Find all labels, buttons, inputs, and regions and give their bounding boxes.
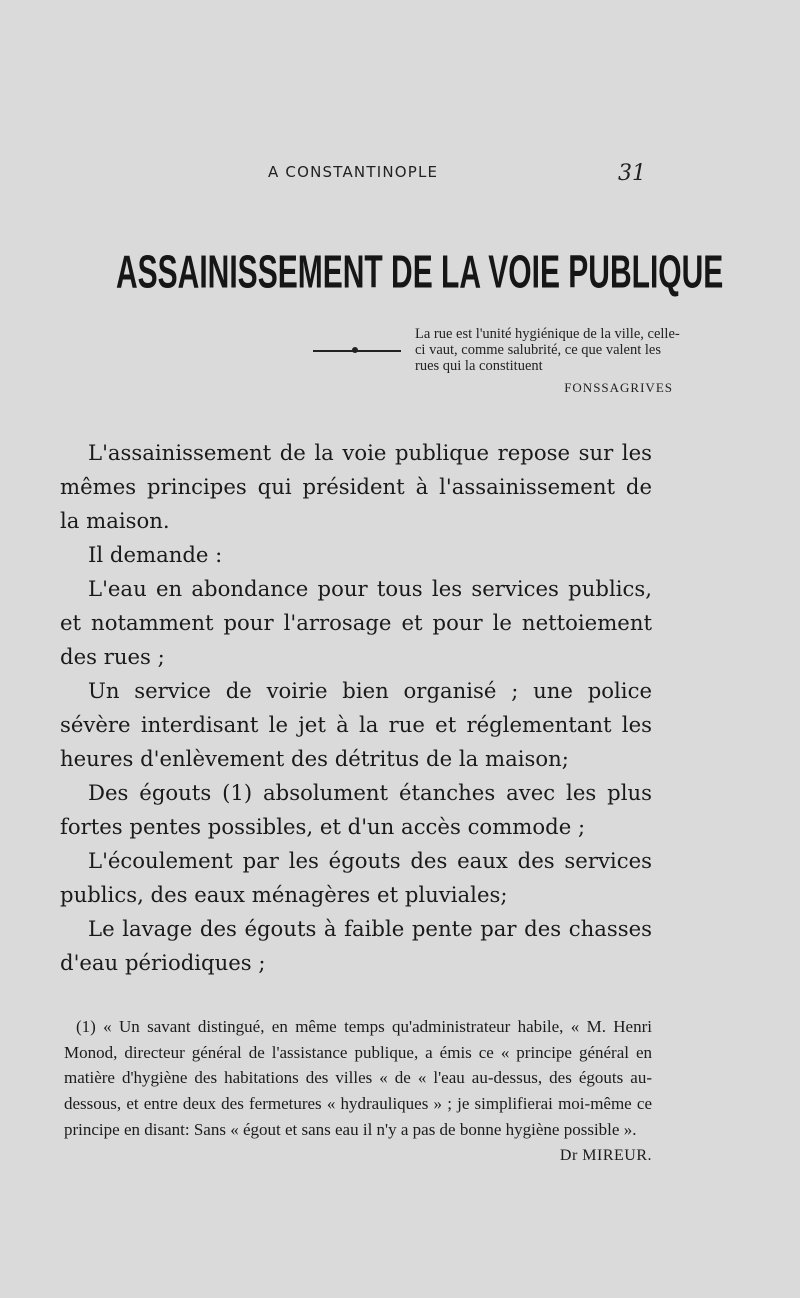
paragraph: L'écoulement par les égouts des eaux des services publics, des eaux ménagères et pluviales; [60,848,652,907]
footnote [64,1014,652,1168]
running-head [0,163,800,187]
paragraph: Des égouts (1) absolument étanches avec les plus fortes pentes possibles, et d'un accès commode ; [60,780,652,839]
epigraph-author: FONSSAGRIVES [564,380,673,395]
chapter-title: ASSAINISSEMENT DE LA VOIE PUBLIQUE [116,247,724,299]
running-title: A CONSTANTINOPLE [268,163,439,181]
paragraph: Il demande : [88,542,223,567]
ornament-divider [313,349,401,353]
epigraph-text: La rue est l'unité hygiénique de la ville, celle-ci vaut, comme salubrité, ce que valent les rues qui la constituent [415,326,680,374]
page-number: 31 [618,161,646,186]
paragraph: L'assainissement de la voie publique repose sur les mêmes principes qui président à l'assainissement de la maison. [60,440,652,533]
footnote-text: (1) « Un savant distingué, en même temps qu'administrateur habile, « M. Henri Monod, directeur général de l'assistance publique, a émis ce « principe général en matière d'hygiène des habitations des villes « de « l'eau au-dessus, des égouts au-dessous, et entre deux des fermetures « hydrauliques » ; je simplifierai moi-même ce principe en disant: Sans « égout et sans eau il n'y a pas de bonne hygiène possible ». [64,1017,652,1139]
paragraph: L'eau en abondance pour tous les services publics, et notamment pour l'arrosage et pour le nettoiement des rues ; [60,576,652,669]
paragraph: Le lavage des égouts à faible pente par des chasses d'eau périodiques ; [60,916,652,975]
body-text [60,436,652,980]
paragraph: Un service de voirie bien organisé ; une police sévère interdisant le jet à la rue et réglementant les heures d'enlèvement des détritus de la maison; [60,678,652,771]
footnote-signature: Dr MIREUR. [559,1146,652,1164]
epigraph [415,326,685,396]
